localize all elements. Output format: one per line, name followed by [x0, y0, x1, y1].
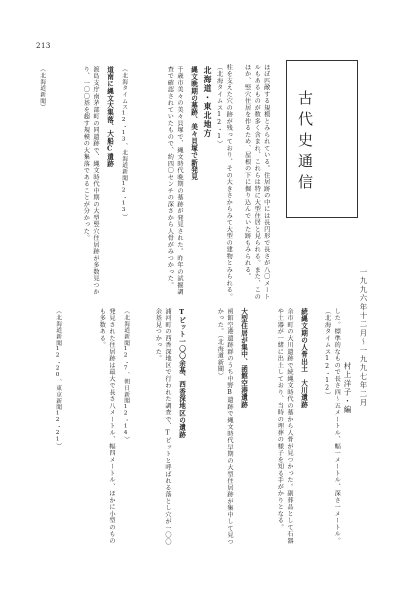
period-subtitle: 一九九六年十二月～一九九七年二月: [359, 268, 368, 408]
page-number: 213: [36, 42, 51, 50]
entry-source: （北海道新聞）: [38, 66, 45, 111]
author-credit: 村上洋子・編: [343, 362, 352, 415]
text-column: 柱を支えた穴の跡が残っており、その大きさからみて大型の建物とみられる。（北海タイムス12・1）: [215, 64, 233, 301]
text-column: した。標準的なもので長さ四〜五メートル、幅一メートル、深さ一メートル。（北海タイムス12・12）: [323, 308, 341, 545]
text-column: ほぼ匹敵する規模とみられている。住居跡の中には長円形で長さが八〇メートルもあるものが数多く含まれ、これらは特に大型住居と見られる。また、このほか、竪穴住居を作るため、屋根の下に掘り込んでいた跡もみられる。: [243, 64, 270, 301]
page-title: 古代史通信: [296, 90, 314, 195]
text-column: 発見された住居跡は最大で長さ八メートル、幅四メートル、ほかに小型のものも多数ある。: [98, 308, 115, 545]
entry-title: 続縄文期の人骨出土 大川遺跡: [299, 308, 308, 409]
entry-title: 縄文晩期の墓跡、美々貝塚で新発見: [189, 66, 198, 181]
entry-title: 大型住居が集中、函館空港遺跡: [239, 308, 248, 409]
entry-source: （北海道新聞12・7、朝日新聞12・14）: [122, 308, 129, 443]
entry-body: 函館空港遺跡群のうち中野B遺跡で縄文時代早期の大型住居跡が集中して見つかった。（北海道新聞）: [216, 308, 233, 546]
entry-body: 浦河町の西香深地区で行われた調査で、Tピットと呼ばれる落とし穴が一〇〇余基見つかった。: [154, 308, 171, 546]
entry-title: 道南に縄文大集落、大船C遺跡: [105, 66, 114, 168]
entry-body: 渡島支庁南茅部町の同遺跡で、縄文時代中期の大型竪穴住居跡が多数見つかり、一〇〇基を超す規模の大集落であることが分かった。: [82, 66, 99, 296]
entry-source: （北海タイムス12・13、北海道新聞12・13）: [120, 66, 127, 220]
entry-body: 余市町の大川遺跡で続縄文時代の墓から人骨が見つかった。副葬品として石器や土器が一緒に出土しており、当時の埋葬の様子を知る手がかりとなる。: [276, 308, 293, 545]
entry-source: （北海道新聞12・20、東京新聞12・21）: [54, 308, 61, 450]
entry-title: Tピット一〇〇余基、西香深地区の遺跡: [177, 308, 186, 439]
entry-body: 千歳市美々の美々貝塚で、縄文時代晩期の墓跡が発見された。昨年の試掘調査で確認されていたもので、約四〇センチの深さから人骨がみつかった。: [166, 66, 183, 296]
section-heading: 北海道・東北地方: [203, 66, 212, 138]
